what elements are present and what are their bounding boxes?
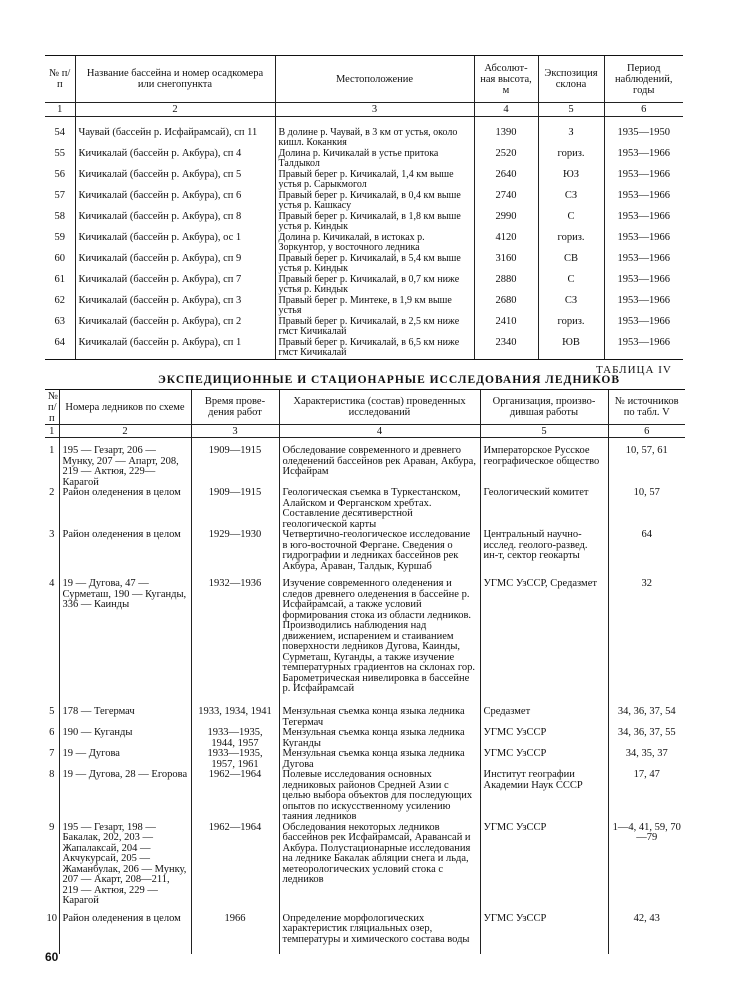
row-number: 3 — [49, 529, 55, 540]
station-name: Кичикалай (бассейн р. Акбура), сп 4 — [75, 149, 275, 170]
glacier-numbers: Район оледенения в целом — [59, 530, 191, 579]
col-header-time: Время прове- дения работ — [191, 390, 279, 425]
table-row — [45, 191, 683, 212]
station-name: Кичикалай (бассейн р. Акбура), сп 2 — [75, 317, 275, 338]
station-location: Правый берег р. Кичикалай, в 6,5 км ниже гмст Кичикалай — [275, 338, 474, 360]
row-number: 64 — [45, 338, 75, 360]
table-row — [45, 338, 683, 360]
col-header-altitude: Абсолют- ная высота, м — [474, 56, 538, 103]
station-name: Кичикалай (бассейн р. Акбура), сп 8 — [75, 212, 275, 233]
col-number: 6 — [608, 425, 685, 438]
col-number: 4 — [474, 103, 538, 117]
station-name: Кичикалай (бассейн р. Акбура), сп 7 — [75, 275, 275, 296]
table-row — [45, 233, 683, 254]
col-number: 6 — [604, 103, 683, 117]
col-number: 2 — [59, 425, 191, 438]
slope-exposure: С — [538, 212, 604, 233]
slope-exposure: гориз. — [538, 149, 604, 170]
table-row — [45, 579, 685, 707]
research-description: Обследование современного и древнего оледенений бассейнов рек Араван, Акбура, Исфайрам — [279, 438, 480, 489]
col-header-organization: Организация, произво- дившая работы — [480, 390, 608, 425]
row-number: 62 — [54, 295, 65, 306]
glacier-numbers: 178 — Тегермач — [59, 707, 191, 728]
station-altitude: 2410 — [474, 317, 538, 338]
table-row — [45, 117, 683, 150]
organization: УГМС УзССР, Средазмет — [480, 579, 608, 707]
research-description: Мензульная съемка конца языка ледника Дугова — [279, 749, 480, 770]
col-number: 1 — [45, 425, 59, 438]
row-number: 9 — [49, 821, 55, 833]
research-time: 1909—1915 — [191, 488, 279, 530]
slope-exposure: ЮВ — [538, 338, 604, 360]
station-location: Правый берег р. Кичикалай, в 2,5 км ниже гмст Кичикалай — [275, 317, 474, 338]
observation-period: 1953—1966 — [604, 317, 683, 338]
station-name: Чаувай (бассейн р. Исфайрамсай), сп 11 — [75, 117, 275, 150]
glacier-numbers: 19 — Дугова, 47 — Сурметаш, 190 — Куганды, 336 — Каинды — [59, 579, 191, 707]
research-description: Мензульная съемка конца языка ледника Куганды — [279, 728, 480, 749]
slope-exposure: гориз. — [538, 233, 604, 254]
station-name: Кичикалай (бассейн р. Акбура), сп 3 — [75, 296, 275, 317]
research-description: Полевые исследования основных ледниковых районов Средней Азии с целью выбора объектов для последующих опытов по искусственному усилению таяния ледников — [279, 770, 480, 823]
station-altitude: 2640 — [474, 170, 538, 191]
col-header-glaciers: Номера ледников по схеме — [59, 390, 191, 425]
station-location: Долина р. Кичикалай в устье притока Талдыкол — [275, 149, 474, 170]
research-time: 1909—1915 — [191, 438, 279, 489]
table-row — [45, 728, 685, 749]
source-numbers: 17, 47 — [608, 770, 685, 823]
glacier-numbers: 195 — Гезарт, 198 — Бакалак, 202, 203 — Жапалаксай, 204 — Акчукурсай, 205 — Жаманбулак, 206 — Мунку, 207 — Акарт, 208—211, 219 — Актюя, 229 — Карагой — [59, 823, 191, 914]
row-number: 10 — [46, 912, 57, 924]
station-location: Долина р. Кичикалай, в истоках р. Зоркунтор, у восточного ледника — [275, 233, 474, 254]
glacier-numbers: 19 — Дугова, 28 — Егорова — [59, 770, 191, 823]
row-number: 63 — [54, 316, 65, 327]
source-numbers: 34, 36, 37, 54 — [608, 707, 685, 728]
station-altitude: 4120 — [474, 233, 538, 254]
table-caption: ТАБЛИЦА IV — [596, 364, 672, 376]
table-row — [45, 914, 685, 954]
table-row — [45, 749, 685, 770]
station-altitude: 2880 — [474, 275, 538, 296]
observation-period: 1953—1966 — [604, 212, 683, 233]
organization: Институт географии Академии Наук СССР — [480, 770, 608, 823]
col-number: 3 — [191, 425, 279, 438]
observation-period: 1935—1950 — [604, 117, 683, 150]
station-altitude: 1390 — [474, 117, 538, 150]
organization: Императорское Русское географическое общество — [480, 438, 608, 489]
station-altitude: 3160 — [474, 254, 538, 275]
slope-exposure: СВ — [538, 254, 604, 275]
slope-exposure: С — [538, 275, 604, 296]
station-altitude: 2520 — [474, 149, 538, 170]
col-number: 1 — [45, 103, 75, 117]
observation-period: 1953—1966 — [604, 233, 683, 254]
slope-exposure: СЗ — [538, 191, 604, 212]
slope-exposure: З — [538, 117, 604, 150]
research-description: Обследования некоторых ледников бассейнов рек Исфайрамсай, Аравансай и Акбура. Полустационарные исследования на леднике Бакалак абляции снега и льда, метеорологических условий стока с ледников — [279, 823, 480, 914]
research-description: Четвертично-геологическое исследование в юго-восточной Фергане. Сведения о гидрографии и ледниках бассейнов рек Акбура, Араван, Талдык, Куршаб — [279, 530, 480, 579]
research-time: 1933—1935, 1957, 1961 — [191, 749, 279, 770]
slope-exposure: СЗ — [538, 296, 604, 317]
station-location: Правый берег р. Кичикалай, в 5,4 км выше устья р. Киндык — [275, 254, 474, 275]
observation-period: 1953—1966 — [604, 338, 683, 360]
row-number: 5 — [49, 706, 55, 717]
table-row — [45, 530, 685, 579]
source-numbers: 34, 35, 37 — [608, 749, 685, 770]
col-number: 3 — [275, 103, 474, 117]
row-number: 54 — [54, 127, 65, 138]
research-time: 1962—1964 — [191, 770, 279, 823]
station-location: Правый берег р. Кичикалай, 1,4 км выше устья р. Сарыкмогол — [275, 170, 474, 191]
row-number: 56 — [54, 169, 65, 180]
row-number: 55 — [54, 148, 65, 159]
research-description: Мензульная съемка конца языка ледника Тегермач — [279, 707, 480, 728]
table-row — [45, 770, 685, 823]
row-number: 4 — [49, 578, 55, 589]
glacier-research-table — [45, 389, 685, 954]
row-number: 1 — [49, 445, 55, 456]
table-title: ЭКСПЕДИЦИОННЫЕ И СТАЦИОНАРНЫЕ ИССЛЕДОВАНИЯ ЛЕДНИКОВ — [158, 374, 621, 386]
table-row — [45, 823, 685, 914]
source-numbers: 10, 57, 61 — [608, 438, 685, 489]
source-numbers: 1—4, 41, 59, 70—79 — [608, 823, 685, 914]
col-header-sources: № источников по табл. V — [608, 390, 685, 425]
organization: Центральный научно-исслед. геолого-развед. ин-т, сектор геокарты — [480, 530, 608, 579]
research-time: 1966 — [191, 914, 279, 954]
organization: Средазмет — [480, 707, 608, 728]
col-number: 5 — [538, 103, 604, 117]
table-row — [45, 438, 685, 489]
station-location: В долине р. Чаувай, в 3 км от устья, около кишл. Коканкия — [275, 117, 474, 150]
station-name: Кичикалай (бассейн р. Акбура), сп 9 — [75, 254, 275, 275]
research-description: Определение морфологических характеристик гляциальных озер, температуры и химического состава воды — [279, 914, 480, 954]
glacier-numbers: Район оледенения в целом — [59, 488, 191, 530]
station-name: Кичикалай (бассейн р. Акбура), сп 6 — [75, 191, 275, 212]
table-row — [45, 212, 683, 233]
station-location: Правый берег р. Кичикалай, в 0,4 км выше устья р. Кашкасу — [275, 191, 474, 212]
row-number: 59 — [54, 232, 65, 243]
table-row — [45, 170, 683, 191]
station-location: Правый берег р. Кичикалай, в 1,8 км выше устья р. Киндык — [275, 212, 474, 233]
row-number: 57 — [54, 190, 65, 201]
col-number: 2 — [75, 103, 275, 117]
research-time: 1933—1935, 1944, 1957 — [191, 728, 279, 749]
station-altitude: 2340 — [474, 338, 538, 360]
observation-period: 1953—1966 — [604, 149, 683, 170]
organization: УГМС УзССР — [480, 749, 608, 770]
table-row — [45, 707, 685, 728]
row-number: 58 — [54, 211, 65, 222]
glacier-numbers: 19 — Дугова — [59, 749, 191, 770]
research-time: 1932—1936 — [191, 579, 279, 707]
col-number: 4 — [279, 425, 480, 438]
table-row — [45, 296, 683, 317]
col-header-location: Местоположение — [275, 56, 474, 103]
station-altitude: 2680 — [474, 296, 538, 317]
row-number: 60 — [54, 253, 65, 264]
station-name: Кичикалай (бассейн р. Акбура), сп 5 — [75, 170, 275, 191]
research-description: Геологическая съемка в Туркестанском, Алайском и Ферганском хребтах. Составление десятиверстной геологической карты — [279, 488, 480, 530]
organization: УГМС УзССР — [480, 728, 608, 749]
station-name: Кичикалай (бассейн р. Акбура), сп 1 — [75, 338, 275, 360]
col-header-name: Название бассейна и номер осадкомера или снегопункта — [75, 56, 275, 103]
station-location: Правый берег р. Минтеке, в 1,9 км выше устья — [275, 296, 474, 317]
research-time: 1929—1930 — [191, 530, 279, 579]
glacier-numbers: 190 — Куганды — [59, 728, 191, 749]
source-numbers: 42, 43 — [608, 914, 685, 954]
observation-period: 1953—1966 — [604, 296, 683, 317]
research-description: Изучение современного оледенения и следов древнего оледенения в бассейне р. Исфайрамсай, а также условий формирования стока из области ледников. Производились наблюдения над движением, испарением и стаиванием поверхности ледников Дугова, Каинды, Сурметаш, Куганды, а также изучение температурных градиентов на склонах гор. Барометрическая нивелировка в бассейне р. Исфайрамсай — [279, 579, 480, 707]
row-number: 6 — [49, 727, 55, 738]
slope-exposure: гориз. — [538, 317, 604, 338]
col-header-number: № п/п — [45, 56, 75, 103]
observation-period: 1953—1966 — [604, 254, 683, 275]
station-location: Правый берег р. Кичикалай, в 0,7 км ниже устья р. Киндык — [275, 275, 474, 296]
table-row — [45, 275, 683, 296]
organization: Геологический комитет — [480, 488, 608, 530]
station-name: Кичикалай (бассейн р. Акбура), ос 1 — [75, 233, 275, 254]
col-header-number: № п/п — [45, 390, 59, 425]
source-numbers: 64 — [608, 530, 685, 579]
source-numbers: 32 — [608, 579, 685, 707]
station-altitude: 2990 — [474, 212, 538, 233]
observation-period: 1953—1966 — [604, 275, 683, 296]
table-row — [45, 254, 683, 275]
precipitation-stations-table — [45, 55, 683, 360]
slope-exposure: ЮЗ — [538, 170, 604, 191]
observation-period: 1953—1966 — [604, 170, 683, 191]
table-row — [45, 488, 685, 530]
organization: УГМС УзССР — [480, 914, 608, 954]
col-header-description: Характеристика (состав) проведенных исследований — [279, 390, 480, 425]
glacier-numbers: 195 — Гезарт, 206 — Мунку, 207 — Апарт, 208, 219 — Актюя, 229—Карагой — [59, 438, 191, 489]
table-row — [45, 149, 683, 170]
row-number: 8 — [49, 769, 55, 780]
glacier-numbers: Район оледенения в целом — [59, 914, 191, 954]
table-row — [45, 317, 683, 338]
source-numbers: 10, 57 — [608, 488, 685, 530]
col-header-exposure: Экспозиция склона — [538, 56, 604, 103]
page-number: 60 — [45, 950, 59, 964]
organization: УГМС УзССР — [480, 823, 608, 914]
col-header-period: Период наблюдений, годы — [604, 56, 683, 103]
observation-period: 1953—1966 — [604, 191, 683, 212]
row-number: 61 — [54, 274, 65, 285]
research-time: 1962—1964 — [191, 823, 279, 914]
station-altitude: 2740 — [474, 191, 538, 212]
source-numbers: 34, 36, 37, 55 — [608, 728, 685, 749]
col-number: 5 — [480, 425, 608, 438]
row-number: 7 — [49, 748, 55, 759]
research-time: 1933, 1934, 1941 — [191, 707, 279, 728]
row-number: 2 — [49, 487, 55, 498]
